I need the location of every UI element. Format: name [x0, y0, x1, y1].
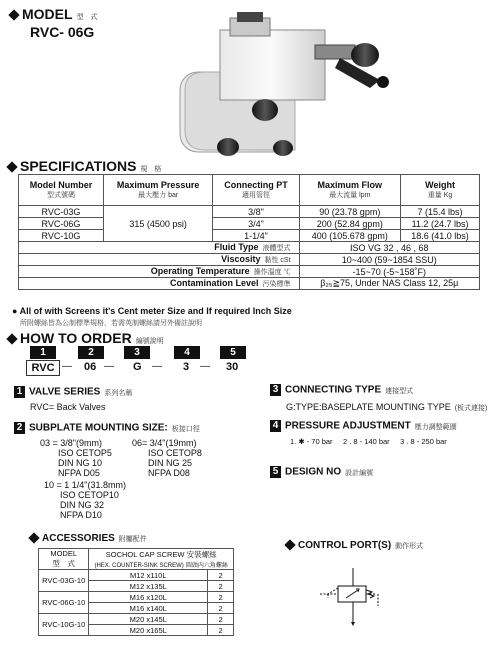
- order-dash: —: [152, 361, 162, 372]
- subplate-heading: 2 SUBPLATE MOUNTING SIZE: 板接口徑: [14, 422, 200, 434]
- col-weight: Weight 重量 Kg: [401, 175, 480, 206]
- connecting-heading: 3 CONNECTING TYPE 連接型式: [270, 384, 413, 396]
- pressure-body: 1. ✱ - 70 bar 2 . 8 - 140 bar 3 . 8 - 250 bar: [290, 437, 447, 446]
- order-val-2: 06: [84, 361, 97, 373]
- table-row: RVC-06G 3/4" 200 (52.84 gpm) 11.2 (24.7 lbs): [19, 218, 480, 230]
- diamond-icon: [284, 540, 295, 551]
- valve-product-image: [165, 10, 390, 160]
- diamond-icon: [28, 533, 39, 544]
- spec-header-row: [19, 175, 480, 206]
- order-val-4: 3: [183, 361, 190, 373]
- subplate-col-1: 03 = 3/8"(9mm) ISO CETOP5 DIN NG 10 NFPA D05: [40, 438, 112, 478]
- diamond-icon: [8, 10, 19, 21]
- subplate-col-2: 06= 3/4"(19mm) ISO CETOP8 DIN NG 25 NFPA D08: [132, 438, 202, 478]
- subplate-col-3: 10 = 1 1/4"(31.8mm) ISO CETOP10 DIN NG 32 NFPA D10: [44, 480, 126, 520]
- order-num-3: 3: [124, 346, 150, 359]
- order-dash: —: [200, 361, 210, 372]
- order-heading: HOW TO ORDER 編號說明: [8, 330, 164, 346]
- valve-series-heading: 1 VALVE SERIES 系列名稱: [14, 386, 132, 398]
- table-row: M12 x135L 2: [39, 581, 234, 592]
- bullet-icon: ●: [12, 306, 18, 316]
- specifications-table: [18, 174, 480, 290]
- table-row: RVC-10G-10 M20 x145L 2: [39, 614, 234, 625]
- col-flow: Maximum Flow 最大流量 lpm: [299, 175, 401, 206]
- pressure-heading: 4 PRESSURE ADJUSTMENT 壓力調整範圍: [270, 420, 457, 432]
- order-dash: —: [62, 361, 72, 372]
- order-val-5: 30: [226, 361, 239, 373]
- spec-extra-row: Operating Temperature 操作溫度 ℃ -15~70 (-5~158˚F): [19, 266, 480, 278]
- accessories-table: [38, 548, 234, 636]
- spec-extra-row: Viscosity 黏性 cSt 10~400 (59~1854 SSU): [19, 254, 480, 266]
- valve-series-body: RVC= Back Valves: [30, 402, 106, 412]
- specs-heading: SPECIFICATIONS 規 格: [8, 158, 161, 174]
- order-num-4: 4: [174, 346, 200, 359]
- table-row: M20 x165L 2: [39, 625, 234, 636]
- model-code: RVC- 06G: [30, 24, 95, 40]
- design-heading: 5 DESIGN NO 設計編號: [270, 466, 373, 478]
- control-port-heading: CONTROL PORT(S) 動作形式: [286, 540, 423, 551]
- order-val-3: G: [133, 361, 142, 373]
- model-heading: MODEL 型 式: [10, 6, 98, 22]
- accessories-heading: ACCESSORIES 附屬配件: [30, 533, 147, 544]
- order-dash: —: [104, 361, 114, 372]
- spec-extra-row: Contamination Level 污染標準 β₂₅≧75, Under NAS Class 12, 25μ: [19, 278, 480, 290]
- table-row: RVC-06G-10 M16 x120L 2: [39, 592, 234, 603]
- diamond-icon: [6, 334, 17, 345]
- table-row: M16 x140L 2: [39, 603, 234, 614]
- table-row: RVC-10G 1-1/4" 400 (105.678 gpm) 18.6 (41.0 lbs): [19, 230, 480, 242]
- order-num-2: 2: [78, 346, 104, 359]
- pressure-cell: 315 (4500 psi): [103, 206, 212, 242]
- diamond-icon: [6, 162, 17, 173]
- screw-note: ● All of with Screens it's Cent meter Size and If required Inch Size: [12, 306, 292, 316]
- screw-note-cjk: 所附螺絲皆為公制標準規格，若需英制螺絲請另外備註說明: [20, 320, 202, 327]
- spec-extra-row: Fluid Type 液體型式 ISO VG 32 , 46 , 68: [19, 242, 480, 254]
- order-val-1: RVC: [26, 360, 60, 376]
- order-num-5: 5: [220, 346, 246, 359]
- connecting-body: G:TYPE:BASEPLATE MOUNTING TYPE (板式連接): [286, 402, 488, 412]
- table-row: RVC-03G-10 M12 x110L 2: [39, 570, 234, 581]
- table-row: RVC-03G 315 (4500 psi) 3/8" 90 (23.78 gpm) 7 (15.4 lbs): [19, 206, 480, 218]
- col-connecting: Connecting PT 適用管徑: [213, 175, 299, 206]
- hydraulic-symbol-icon: [318, 566, 388, 626]
- acc-header-row: MODEL 型 式 SOCHOL CAP SCREW 安裝螺絲 (HEX. COUNTER-SINK SCREW) 圓頭內六角螺絲: [39, 549, 234, 570]
- order-num-1: 1: [30, 346, 56, 359]
- col-pressure: Maximum Pressure 最大壓力 bar: [103, 175, 212, 206]
- col-model: Model Number 型式號碼: [19, 175, 104, 206]
